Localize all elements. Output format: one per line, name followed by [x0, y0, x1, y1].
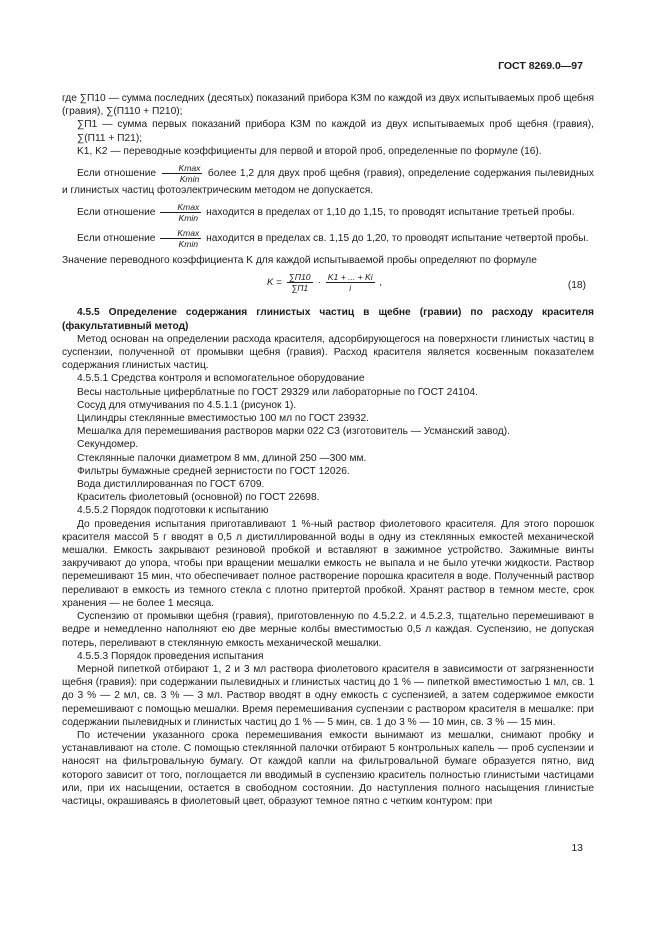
equipment-item: Краситель фиолетовый (основной) по ГОСТ 22698. — [77, 492, 320, 504]
ratio-paragraph-3 — [62, 228, 594, 249]
formula-dot: · — [317, 277, 321, 289]
ratio-paragraph-2 — [62, 202, 594, 223]
formula-fraction-2 — [326, 272, 375, 293]
equipment-item: Весы настольные циферблатные по ГОСТ 29329 или лабораторные по ГОСТ 24104. — [77, 386, 478, 398]
definition-p10: где ∑П10 — сумма последних (десятых) показаний прибора КЗМ по каждой из двух испытываемых проб щебня (гравия), ∑(П110 + П210); — [62, 93, 594, 118]
section-heading: 4.5.5 Определение содержания глинистых частиц в щебне (гравии) по расходу красителя (факультативный метод) — [62, 307, 594, 332]
ratio-text: находится в пределах св. 1,15 до 1,20, то проводят испытание четвертой пробы. — [206, 233, 589, 245]
page-content — [62, 92, 594, 808]
definition-p1: ∑П1 — сумма первых показаний прибора КЗМ по каждой из двух испытываемых проб щебня (гравия), ∑(П11 + П21); — [77, 119, 594, 144]
ratio-denominator: Kmin — [178, 239, 199, 250]
ratio-numerator: Kmax — [160, 202, 201, 213]
equipment-item: Вода дистиллированная по ГОСТ 6709. — [77, 479, 265, 491]
formula-denominator-1: ∑П1 — [291, 283, 309, 294]
ratio-numerator: Kmax — [162, 163, 203, 174]
prep-paragraph-1: До проведения испытания приготавливают 1 %-ный раствор фиолетового красителя. Для этого порошок красителя массой 5 г вводят в 0,5 л дистиллированной воды в одну из стеклянных емкостей механической мешалки. Емкость закрывают резиновой пробкой и вставляют в зажимное устройство. Зажимные винты закручивают до упора, чтобы при вращении мешалки емкость не выпала и не было утечки жидкости. Раствор перемешивают 15 мин, что обеспечивает полное растворение порошка красителя в воде. Полученный раствор переливают в емкость из темного стекла с плотно притертой пробкой. Хранят раствор в темном месте, срок хранения — не более 1 месяца. — [62, 518, 594, 609]
formula-fraction-1 — [287, 272, 313, 293]
prep-paragraph-2: Суспензию от промывки щебня (гравия), приготовленную по 4.5.2.2. и 4.5.2.3, тщательно перемешивают в ведре и немедленно наполняют ею две мерные колбы вместимостью 0,5 л каждая. Суспензию, не допуская потерь, переливают в стеклянную емкость механической мешалки. — [62, 611, 594, 649]
ratio-paragraph-1 — [62, 163, 594, 197]
equipment-item: Мешалка для перемешивания растворов марки 022 С3 (изготовитель — Усманский завод). — [77, 426, 510, 438]
equipment-item: Стеклянные палочки диаметром 8 мм, длиной 250 —300 мм. — [77, 452, 367, 464]
formula-number: (18) — [567, 280, 586, 292]
formula-expression — [267, 272, 382, 293]
page-number: 13 — [571, 842, 583, 854]
equipment-item: Сосуд для отмучивания по 4.5.1.1 (рисунок 1). — [77, 399, 297, 411]
k-intro: Значение переводного коэффициента K для каждой испытываемой пробы определяют по формуле — [62, 255, 537, 267]
procedure-heading: 4.5.5.3 Порядок проведения испытания — [77, 650, 264, 662]
ratio-fraction — [160, 202, 201, 223]
formula-numerator-2: K1 + ... + Ki — [327, 272, 373, 283]
formula-tail: , — [379, 277, 383, 289]
ratio-numerator: Kmax — [160, 228, 201, 239]
ratio-text: Если отношение — [77, 168, 157, 180]
formula-lhs: K = — [267, 277, 282, 289]
ratio-text: более 1,2 для двух проб щебня (гравия), определение содержания пылевидных и глинистых частиц фотоэлектрическим методом не допускается. — [62, 168, 594, 197]
equipment-item: Цилиндры стеклянные вместимостью 100 мл по ГОСТ 23932. — [77, 413, 370, 425]
ratio-text: Если отношение — [77, 207, 156, 219]
formula-18 — [62, 270, 594, 302]
ratio-fraction — [162, 163, 203, 184]
formula-numerator-1: ∑П10 — [288, 272, 311, 283]
equipment-item: Секундомер. — [77, 439, 139, 451]
procedure-paragraph-2: По истечении указанного срока перемешивания емкости вынимают из мешалки, снимают пробку и устанавливают на столе. С помощью стеклянной палочки отбирают 5 контрольных капель — проб суспензии и наносят на фильтровальную бумагу. От каждой капли на фильтровальной бумаге образуется пятно, вид которого зависит от того, поглощается ли вводимый в суспензию краситель полностью глинистыми частицами или, при их насыщении, остается в свободном состоянии. До наступления полного насыщения глинистые частицы, окрашиваясь в фиолетовый цвет, образуют темное пятно с четким контуром: при — [62, 729, 594, 807]
procedure-paragraph-1: Мерной пипеткой отбирают 1, 2 и 3 мл раствора фиолетового красителя в зависимости от загрязненности щебня (гравия): при содержании пылевидных и глинистых частиц до 1 % — пипеткой вместимостью 1 мл, св. 1 до 3 % — 2 мл, св. 3 % — 3 мл. Раствор вводят в одну емкость с суспензией, а затем содержимое емкости перемешивают с помощью мешалки. Время перемешивания суспензии с раствором красителя в мешалке: при содержании пылевидных и глинистых частиц до 1 % — 5 мин, св. 1 до 3 % — 10 мин, св. 3 % — 15 мин. — [62, 663, 594, 728]
ratio-fraction — [160, 228, 201, 249]
ratio-denominator: Kmin — [179, 174, 200, 185]
doc-code-header: ГОСТ 8269.0—97 — [498, 60, 583, 72]
ratio-text: находится в пределах от 1,10 до 1,15, то проводят испытание третьей пробы. — [206, 207, 575, 219]
ratio-denominator: Kmin — [178, 213, 199, 224]
section-intro: Метод основан на определении расхода красителя, адсорбирующегося на поверхности глинистых частиц в суспензии, полученной от промывки щебня (гравия). Расход красителя является косвенным показателем содержания глинистых частиц. — [62, 333, 594, 372]
equipment-heading: 4.5.5.1 Средства контроля и вспомогательное оборудование — [77, 373, 365, 385]
prep-heading: 4.5.5.2 Порядок подготовки к испытанию — [77, 505, 269, 517]
definition-k: K1, K2 — переводные коэффициенты для первой и второй проб, определенные по формуле (16). — [77, 145, 542, 157]
formula-denominator-2: i — [349, 283, 352, 294]
equipment-item: Фильтры бумажные средней зернистости по ГОСТ 12026. — [77, 465, 350, 477]
ratio-text: Если отношение — [77, 233, 156, 245]
